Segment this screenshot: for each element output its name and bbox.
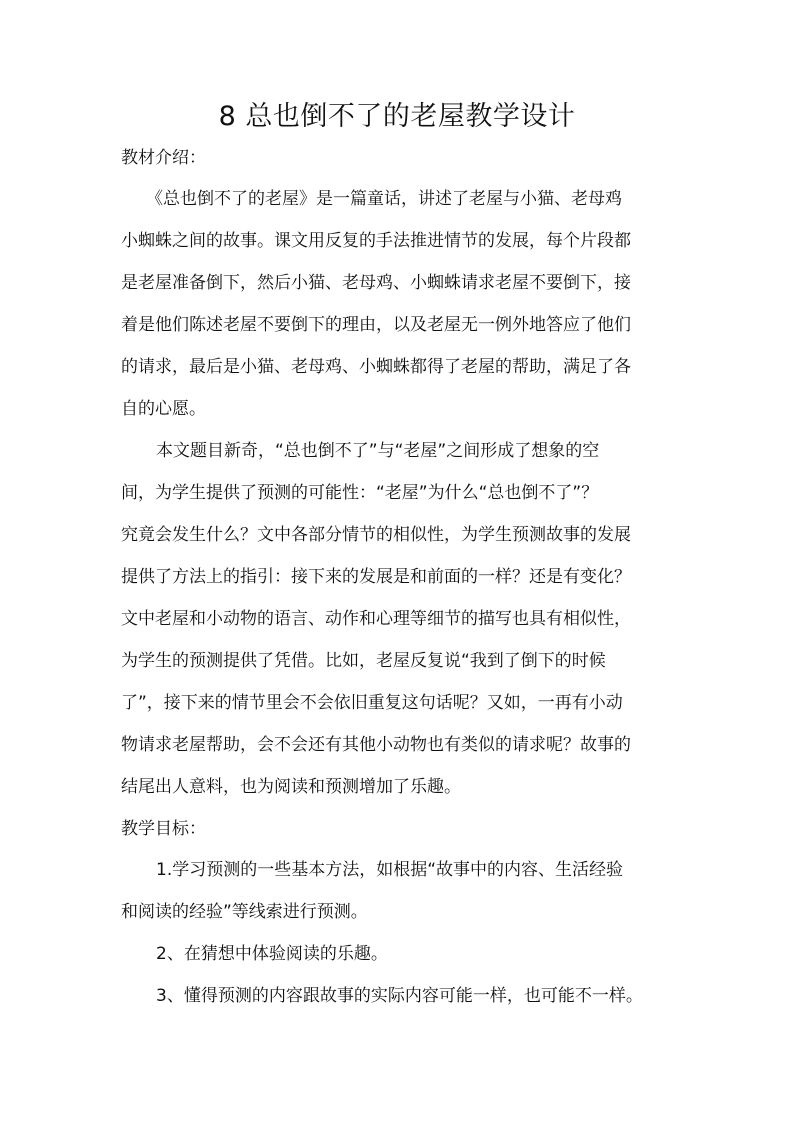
paragraph1-line-5: 的请求，最后是小猫、老母鸡、小蜘蛛都得了老屋的帮助，满足了各 [121, 357, 631, 377]
paragraph2-line-9: 结尾出人意料，也为阅读和预测增加了乐趣。 [121, 777, 461, 797]
goal-line-1: 1.学习预测的一些基本方法，如根据“故事中的内容、生活经验 [156, 860, 624, 880]
paragraph2-line-6: 为学生的预测提供了凭借。比如，老屋反复说“我到了倒下的时候 [121, 651, 606, 671]
paragraph2-line-4: 提供了方法上的指引：接下来的发展是和前面的一样？还是有变化？ [121, 567, 631, 587]
paragraph2-line-7: 了”，接下来的情节里会不会依旧重复这句话呢？又如，一再有小动 [121, 693, 623, 713]
goal-line-3: 2、在猜想中体验阅读的乐趣。 [156, 944, 388, 964]
goal-line-2: 和阅读的经验”等线索进行预测。 [121, 902, 368, 922]
paragraph1-line-6: 自的心愿。 [121, 399, 206, 419]
paragraph1-line-2: 小蜘蛛之间的故事。课文用反复的手法推进情节的发展，每个片段都 [121, 231, 631, 251]
paragraph1-line-1: 《总也倒不了的老屋》是一篇童话，讲述了老屋与小猫、老母鸡 [146, 189, 622, 209]
paragraph2-line-8: 物请求老屋帮助，会不会还有其他小动物也有类似的请求呢？故事的 [121, 735, 631, 755]
paragraph1-line-3: 是老屋准备倒下，然后小猫、老母鸡、小蜘蛛请求老屋不要倒下，接 [121, 273, 631, 293]
paragraph2-line-3: 究竟会发生什么？文中各部分情节的相似性，为学生预测故事的发展 [121, 525, 631, 545]
paragraph2-line-5: 文中老屋和小动物的语言、动作和心理等细节的描写也具有相似性， [121, 609, 631, 629]
goal-line-4: 3、懂得预测的内容跟故事的实际内容可能一样，也可能不一样。 [156, 986, 643, 1006]
paragraph2-line-1: 本文题目新奇，“总也倒不了”与“老屋”之间形成了想象的空 [156, 441, 600, 461]
paragraph1-line-4: 着是他们陈述老屋不要倒下的理由，以及老屋无一例外地答应了他们 [121, 315, 631, 335]
intro-heading: 教材介绍： [121, 148, 206, 168]
page-title: 8 总也倒不了的老屋教学设计 [218, 101, 576, 132]
paragraph2-line-2: 间，为学生提供了预测的可能性：“老屋”为什么“总也倒不了”？ [121, 483, 599, 503]
goals-heading: 教学目标： [121, 819, 206, 839]
